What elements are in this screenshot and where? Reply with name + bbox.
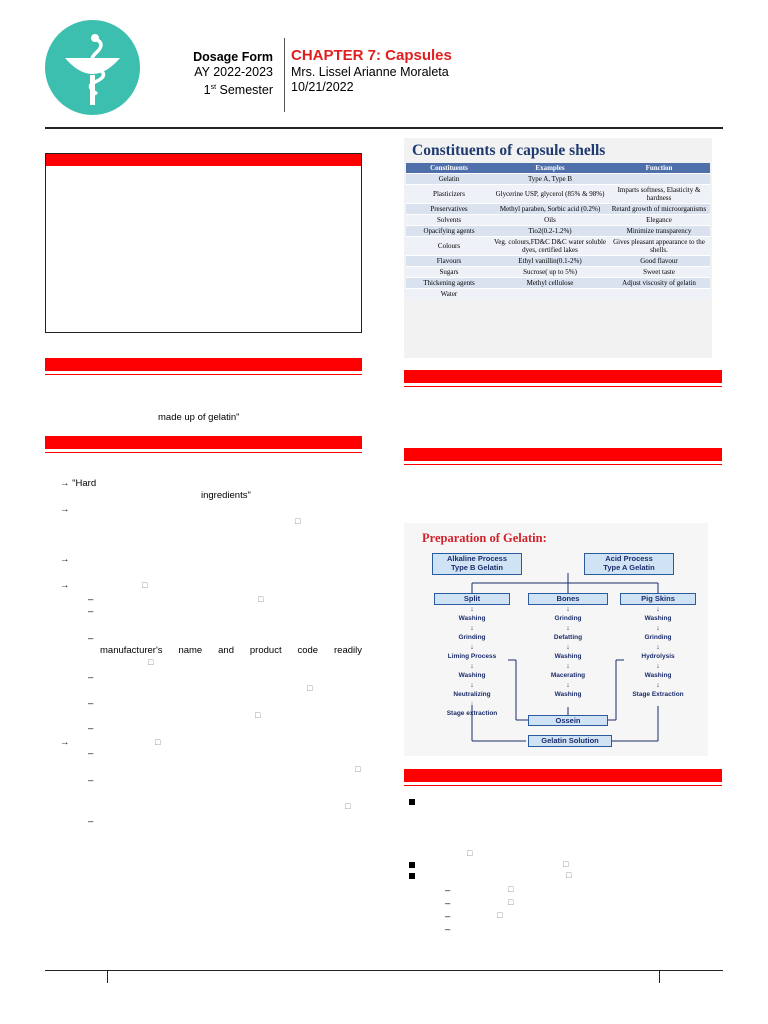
dash-bullet: – [88, 723, 94, 734]
section-header-bar [45, 436, 362, 449]
chapter-title: CHAPTER 7: Capsules [291, 47, 452, 64]
table-header-row [406, 163, 710, 174]
missing-glyph: □ [563, 859, 569, 869]
process-step: Macerating [550, 672, 586, 679]
section-header-bar [404, 769, 722, 782]
footer-divider [107, 970, 108, 983]
table-cell: Sugars [406, 267, 492, 278]
table-row [406, 226, 710, 237]
table-cell: Oils [492, 215, 608, 226]
missing-glyph: □ [307, 683, 313, 693]
dash-bullet: – [88, 816, 94, 827]
table-cell: Preservatives [406, 204, 492, 215]
header-rule [45, 127, 723, 129]
table-cell: Sweet taste [608, 267, 710, 278]
table-row [406, 267, 710, 278]
semester: 1st Semester [203, 83, 273, 98]
table-row [406, 289, 710, 300]
section-underline [404, 464, 722, 465]
table-row [406, 174, 710, 185]
flow-arrow: ↓ [470, 663, 474, 670]
table-row [406, 185, 710, 204]
section-header-bar [45, 358, 362, 371]
missing-glyph: □ [508, 897, 514, 907]
square-bullet [409, 862, 415, 868]
constituents-table [406, 163, 710, 299]
dash-bullet: – [88, 748, 94, 759]
table-cell: Methyl cellulose [492, 278, 608, 289]
process-step: Hydrolysis [641, 653, 675, 660]
table-cell: Gelatin [406, 174, 492, 185]
table-cell: Minimize transparency [608, 226, 710, 237]
process-step: Liming Process [447, 653, 497, 660]
table-cell: Ethyl vanillin(0.1-2%) [492, 256, 608, 267]
flow-arrow: ↓ [566, 682, 570, 689]
table-cell: Water [406, 289, 492, 300]
table-cell: Glycerine USP, glycerol (85% & 98%) [492, 185, 608, 204]
missing-glyph: □ [497, 910, 503, 920]
missing-glyph: □ [355, 764, 361, 774]
arrow-bullet: → [60, 504, 70, 515]
header-course-info [160, 50, 273, 98]
process-step: Stage Extraction [632, 691, 684, 698]
table-title: Constituents of capsule shells [412, 142, 606, 159]
header-chapter-info [291, 47, 452, 95]
column-header: Examples [492, 163, 608, 174]
process-step: Washing [458, 615, 486, 622]
table-cell: Type A, Type B [492, 174, 608, 185]
process-step: Washing [554, 691, 582, 698]
table-cell: Flavours [406, 256, 492, 267]
flow-arrow: ↓ [656, 682, 660, 689]
bullet-hard: → "Hard [60, 478, 97, 489]
dash-bullet: – [88, 698, 94, 709]
flow-arrow: ↓ [566, 625, 570, 632]
dash-bullet: – [445, 885, 451, 896]
diagram-title: Preparation of Gelatin: [422, 531, 547, 545]
flow-arrow: ↓ [470, 606, 474, 613]
split-box: Split [434, 593, 510, 605]
process-step: Defatting [553, 634, 583, 641]
table-cell: Solvents [406, 215, 492, 226]
table-cell: Thickening agents [406, 278, 492, 289]
table-row [406, 278, 710, 289]
missing-glyph: □ [295, 516, 301, 526]
missing-glyph: □ [255, 710, 261, 720]
table-cell [492, 289, 608, 300]
missing-glyph: □ [508, 884, 514, 894]
process-step: Washing [644, 672, 672, 679]
column-header: Constituents [406, 163, 492, 174]
table-row [406, 256, 710, 267]
table-cell: Elegance [608, 215, 710, 226]
gelatin-solution-box: Gelatin Solution [528, 735, 612, 747]
ingredients-text: ingredients" [201, 490, 251, 501]
missing-glyph: □ [258, 594, 264, 604]
section-underline [404, 386, 722, 387]
table-row [406, 237, 710, 256]
header-divider [284, 38, 285, 112]
table-cell: Imparts softness, Elasticity & hardness [608, 185, 710, 204]
flow-arrow: ↓ [566, 644, 570, 651]
flow-arrow: ↓ [566, 663, 570, 670]
manufacturer-text: manufacturer's name and product code readily [100, 645, 362, 656]
table-cell: Retard growth of microorganisms [608, 204, 710, 215]
gelatin-preparation-diagram [404, 523, 708, 756]
logo-icon [45, 20, 140, 115]
square-bullet [409, 799, 415, 805]
dash-bullet: – [445, 898, 451, 909]
process-step: Grinding [554, 615, 582, 622]
arrow-bullet: → [60, 554, 70, 565]
table-cell: Methyl paraben, Sorbic acid (0.2%) [492, 204, 608, 215]
table-cell: Plasticizers [406, 185, 492, 204]
missing-glyph: □ [142, 580, 148, 590]
missing-glyph: □ [467, 848, 473, 858]
column-header: Function [608, 163, 710, 174]
missing-glyph: □ [155, 737, 161, 747]
flow-arrow: ↓ [656, 663, 660, 670]
flow-arrow: ↓ [566, 606, 570, 613]
table-cell: Adjust viscosity of gelatin [608, 278, 710, 289]
table-row [406, 204, 710, 215]
dash-bullet: – [88, 775, 94, 786]
section-header-bar [404, 370, 722, 383]
process-step: Neutralizing [453, 691, 491, 698]
bones-box: Bones [528, 593, 608, 605]
section-underline [404, 785, 722, 786]
academic-year: AY 2022-2023 [194, 65, 273, 79]
table-cell: Veg. colours,FD&C D&C water soluble dyes, certified lakes [494, 238, 606, 254]
dash-bullet: – [445, 911, 451, 922]
pig-skins-box: Pig Skins [620, 593, 696, 605]
missing-glyph: □ [566, 870, 572, 880]
content-box [45, 153, 362, 333]
square-bullet [409, 873, 415, 879]
instructor-name: Mrs. Lissel Arianne Moraleta [291, 65, 449, 79]
dash-bullet: – [88, 594, 94, 605]
flow-arrow: ↓ [656, 606, 660, 613]
arrow-bullet: → [60, 737, 70, 748]
table-cell: Opacifying agents [406, 226, 492, 237]
dash-bullet: – [88, 606, 94, 617]
lecture-date: 10/21/2022 [291, 80, 354, 94]
table-cell [608, 289, 710, 300]
flow-arrow: ↓ [656, 625, 660, 632]
footer-rule [45, 970, 723, 971]
process-step: Washing [644, 615, 672, 622]
flow-arrow: ↓ [470, 701, 474, 708]
acid-process-box: Acid Process Type A Gelatin [584, 553, 674, 575]
table-row [406, 215, 710, 226]
gelatin-text: made up of gelatin" [158, 412, 240, 423]
process-step: Stage extraction [446, 710, 498, 717]
dash-bullet: – [445, 924, 451, 935]
process-step: Grinding [644, 634, 672, 641]
section-underline [45, 452, 362, 453]
table-cell: Sucrose( up to 5%) [492, 267, 608, 278]
course-title: Dosage Form [193, 50, 273, 64]
table-cell: Gives pleasant appearance to the shells. [608, 237, 710, 256]
footer-divider [659, 970, 660, 983]
process-step: Grinding [458, 634, 486, 641]
table-cell: Colours [406, 237, 492, 256]
process-step: Washing [554, 653, 582, 660]
flow-arrow: ↓ [656, 644, 660, 651]
table-cell: Tio2(0.2-1.2%) [492, 226, 608, 237]
flow-arrow: ↓ [470, 644, 474, 651]
dash-bullet: – [88, 672, 94, 683]
missing-glyph: □ [345, 801, 351, 811]
missing-glyph: □ [148, 657, 154, 667]
dash-bullet: – [88, 633, 94, 644]
constituents-table-figure [404, 138, 712, 358]
table-cell: Good flavour [608, 256, 710, 267]
ossein-box: Ossein [528, 715, 608, 726]
flow-arrow: ↓ [470, 625, 474, 632]
section-header-bar [404, 448, 722, 461]
flow-arrow: ↓ [470, 682, 474, 689]
alkaline-process-box: Alkaline Process Type B Gelatin [432, 553, 522, 575]
section-underline [45, 374, 362, 375]
table-cell [608, 174, 710, 185]
process-step: Washing [458, 672, 486, 679]
arrow-bullet: → [60, 580, 70, 591]
